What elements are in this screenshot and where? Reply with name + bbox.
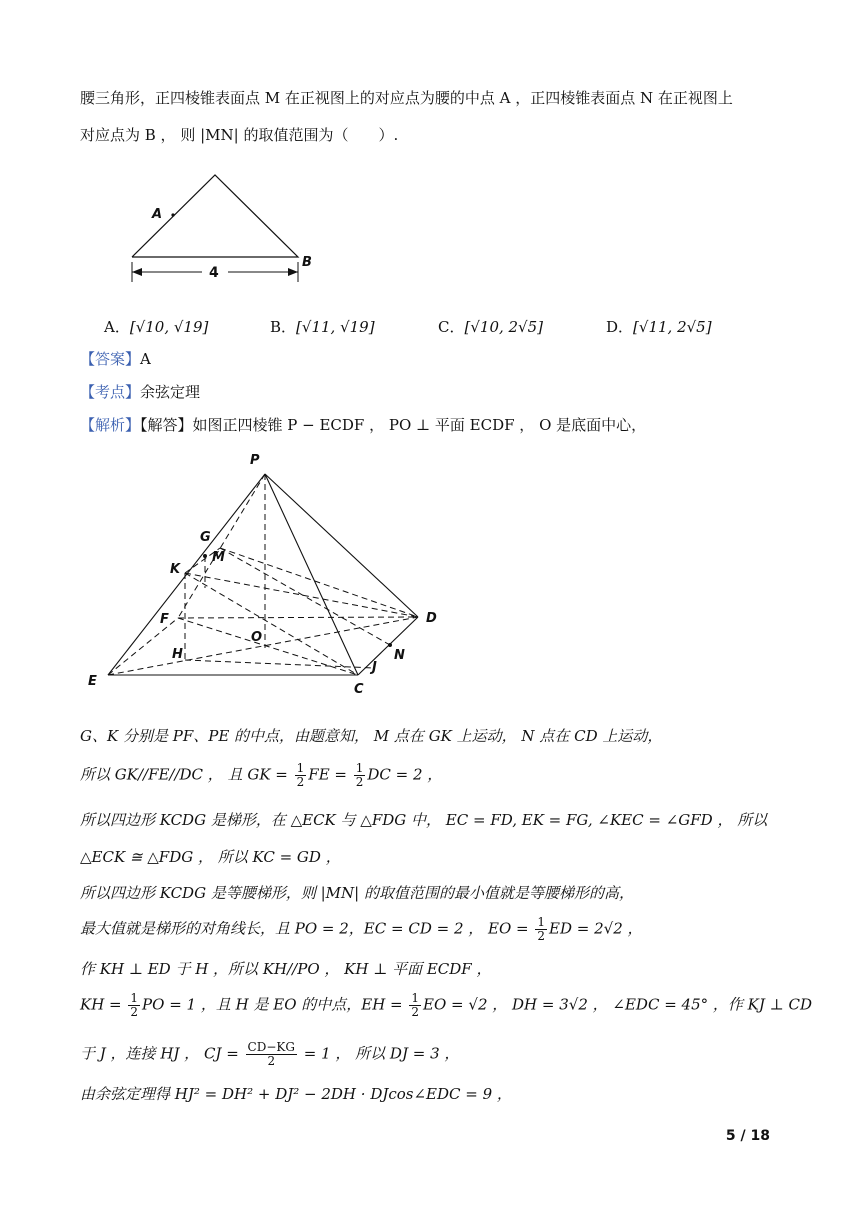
label-h: H	[172, 647, 183, 662]
option-b[interactable]: B．[√11, √19]	[270, 318, 375, 336]
body-line-9: 于 J ，连接 HJ ， CJ = $\frac{CD-KG}{2}$ = 1 ， 所以 DJ = 3 ，	[80, 1040, 460, 1068]
label-p: P	[250, 453, 260, 468]
body-line-4: △ECK ≅ △FDG ， 所以 KC = GD ，	[80, 848, 341, 866]
jiexi-line: 【解析】【解答】如图正四棱锥 P − ECDF ， PO ⊥ 平面 ECDF ， O 是底面中心，	[80, 416, 647, 434]
label-m: M	[212, 550, 225, 565]
front-view-figure	[120, 165, 330, 290]
label-o: O	[251, 630, 263, 645]
page-number: 5 / 18	[725, 1128, 770, 1144]
body-line-10: 由余弦定理得 HJ² = DH² + DJ² − 2DH · DJcos∠EDC = 9 ，	[80, 1085, 512, 1103]
label-e: E	[88, 674, 97, 689]
option-d[interactable]: D．[√11, 2√5]	[606, 318, 712, 336]
label-k: K	[170, 562, 181, 577]
label-d: D	[426, 611, 437, 626]
body-line-6: 最大值就是梯形的对角线长，且 PO = 2，EC = CD = 2 ， EO = $\frac{1}{2}$ ED = 2√2 ，	[80, 915, 643, 943]
label-j: J	[372, 660, 377, 675]
body-line-2: 所以 GK//FE//DC ， 且 GK = $\frac{1}{2}$ FE = $\frac{1}{2}$ DC = 2 ，	[80, 761, 443, 789]
pyramid-figure	[80, 448, 460, 698]
body-line-5: 所以四边形 KCDG 是等腰梯形，则 |MN| 的取值范围的最小值就是等腰梯形的高，	[80, 884, 634, 902]
kaodian-line: 【考点】余弦定理	[80, 383, 201, 401]
option-a[interactable]: A．[√10, √19]	[104, 318, 209, 336]
problem-line-2: 对应点为 B ， 则 |MN| 的取值范围为（ ）.	[80, 126, 399, 144]
answer-line: 【答案】A	[80, 350, 151, 368]
label-f: F	[160, 612, 169, 627]
label-a: A	[152, 207, 163, 222]
body-line-7: 作 KH ⊥ ED 于 H ，所以 KH//PO ， KH ⊥ 平面 ECDF ，	[80, 960, 492, 978]
option-c[interactable]: C．[√10, 2√5]	[438, 318, 544, 336]
problem-line-1: 腰三角形，正四棱锥表面点 M 在正视图上的对应点为腰的中点 A ，正四棱锥表面点 N 在正视图上	[80, 89, 733, 107]
label-g: G	[200, 530, 211, 545]
body-line-1: G、K 分别是 PF、PE 的中点，由题意知， M 点在 GK 上运动， N 点在 CD 上运动，	[80, 727, 663, 745]
body-line-8: KH = $\frac{1}{2}$ PO = 1 ，且 H 是 EO 的中点，EH = $\frac{1}{2}$ EO = √2 ， DH = 3√2 ， ∠EDC = 45° ，作 KJ ⊥ CD	[80, 991, 813, 1019]
label-c: C	[354, 682, 364, 697]
body-line-3: 所以四边形 KCDG 是梯形，在 △ECK 与 △FDG 中， EC = FD, EK = FG, ∠KEC = ∠GFD ， 所以	[80, 811, 768, 829]
label-n: N	[394, 648, 405, 663]
label-b: B	[302, 255, 312, 270]
width-label: 4	[209, 265, 219, 281]
